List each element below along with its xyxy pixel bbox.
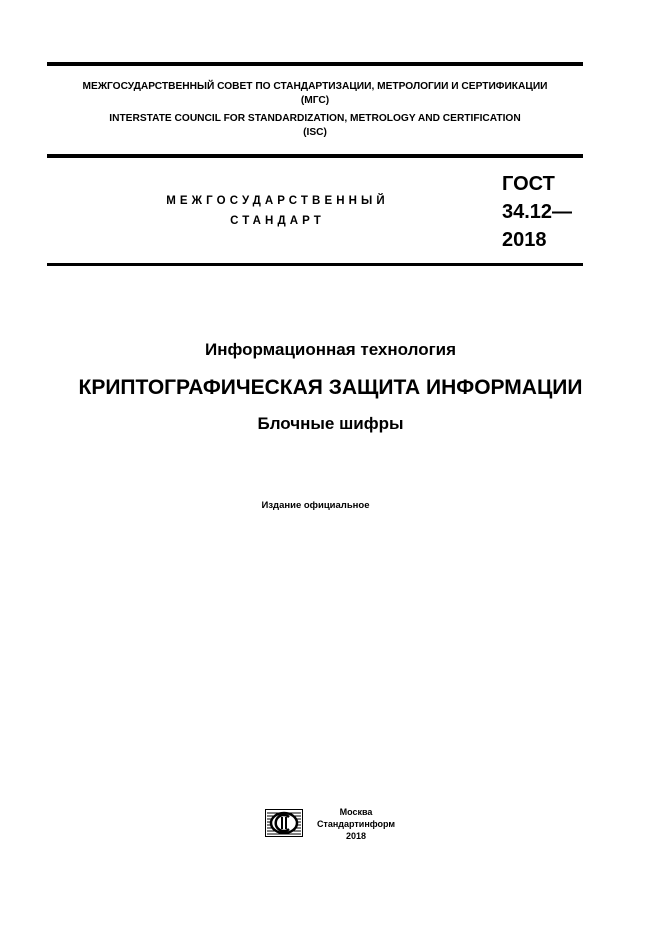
designation-number: 34.12— [502, 201, 573, 223]
designation-prefix: ГОСТ [502, 173, 555, 195]
top-rule [47, 62, 583, 66]
publisher-city: Москва [339, 807, 373, 817]
standartinform-logo-icon [265, 809, 303, 837]
council-en-abbr: (ISC) [303, 127, 327, 138]
standard-type-line2: СТАНДАРТ [230, 215, 325, 227]
standard-type-line1: МЕЖГОСУДАРСТВЕННЫЙ [166, 195, 389, 207]
title-line2: КРИПТОГРАФИЧЕСКАЯ ЗАЩИТА ИНФОРМАЦИИ [78, 376, 583, 399]
standard-designation [502, 170, 572, 254]
title-line3: Блочные шифры [257, 414, 404, 433]
council-ru [47, 80, 583, 108]
council-ru-abbr: (МГС) [300, 95, 330, 106]
publisher-imprint [308, 806, 404, 842]
designation-year: 2018 [502, 229, 547, 251]
middle-rule [47, 154, 583, 158]
council-ru-name: МЕЖГОСУДАРСТВЕННЫЙ СОВЕТ ПО СТАНДАРТИЗАЦИИ, МЕТРОЛОГИИ И СЕРТИФИКАЦИИ [82, 81, 548, 92]
publisher-name: Стандартинформ [316, 819, 396, 829]
council-en-name: INTERSTATE COUNCIL FOR STANDARDIZATION, METROLOGY AND CERTIFICATION [109, 113, 521, 124]
edition-label: Издание официальное [261, 500, 370, 511]
standard-type [140, 191, 415, 231]
title-line1: Информационная технология [204, 340, 457, 359]
bottom-rule [47, 263, 583, 266]
council-en [47, 112, 583, 140]
publisher-year: 2018 [345, 831, 367, 841]
